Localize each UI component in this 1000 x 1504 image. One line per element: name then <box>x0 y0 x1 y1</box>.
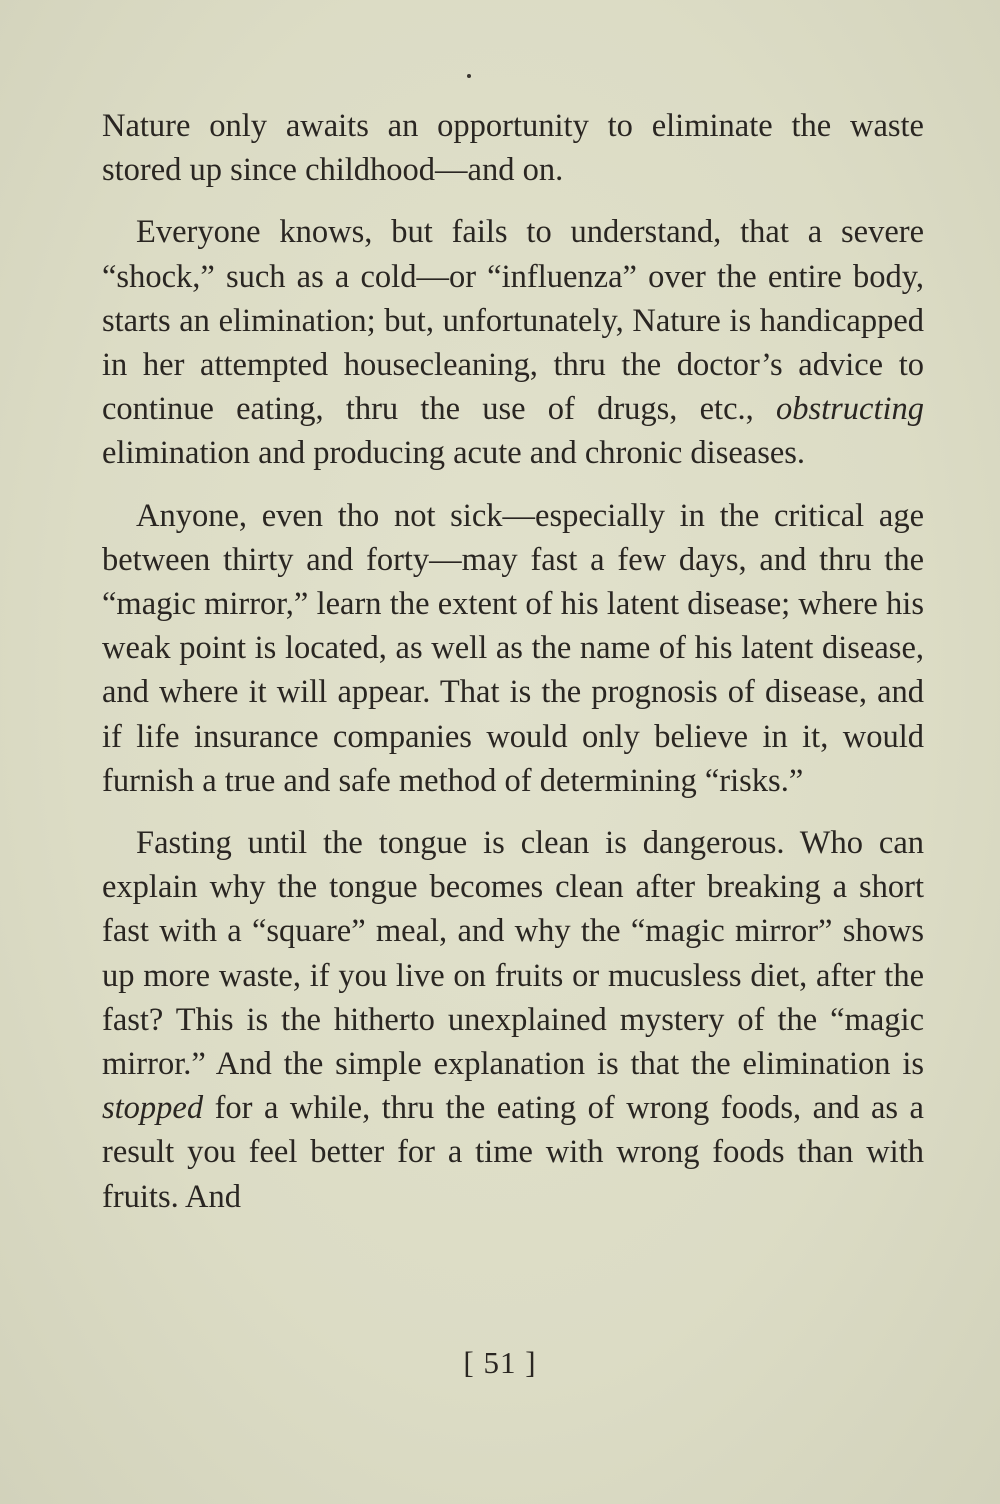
ink-speck <box>467 74 471 78</box>
paragraph-text: Everyone knows, but fails to understand, that a severe “shock,” such as a cold—or “influenza” over the entire body, starts an elimination; but, unfortunately, Nature is handicapped in her attempted housecleaning, thru the doctor’s advice to continue eating, thru the use of drugs, etc., <box>102 214 924 428</box>
page-number: [ 51 ] <box>463 1345 537 1380</box>
paragraph-continuation <box>102 104 924 192</box>
paragraph <box>102 494 924 803</box>
paragraph-text: for a while, thru the eating of wrong foods, and as a result you feel better for a time with wrong foods than with fruits. And <box>102 1090 924 1215</box>
italic-emphasis: stopped <box>102 1090 204 1127</box>
paragraph-text: Fasting until the tongue is clean is dangerous. Who can explain why the tongue becomes clean after breaking a short fast with a “square” meal, and why the “magic mirror” shows up more waste, if you live on fruits or mucusless diet, after the fast? This is the hitherto unexplained mystery of the “magic mirror.” And the simple explanation is that the elimination is <box>102 825 924 1083</box>
body-text <box>102 104 924 1219</box>
paragraph-text: Nature only awaits an opportunity to eliminate the waste stored up since childhood—and on. <box>102 108 924 189</box>
paragraph <box>102 210 924 475</box>
paragraph-text: Anyone, even tho not sick—especially in the critical age between thirty and forty—may fast a few days, and thru the “magic mirror,” learn the extent of his latent disease; where his weak point is located, as well as the name of his latent disease, and where it will appear. That is the prognosis of disease, and if life insurance companies would only believe in it, would furnish a true and safe method of determining “risks.” <box>102 497 924 799</box>
italic-emphasis: obstructing <box>775 391 924 428</box>
paragraph-text: elimination and producing acute and chronic diseases. <box>102 435 806 472</box>
paragraph <box>102 821 924 1219</box>
